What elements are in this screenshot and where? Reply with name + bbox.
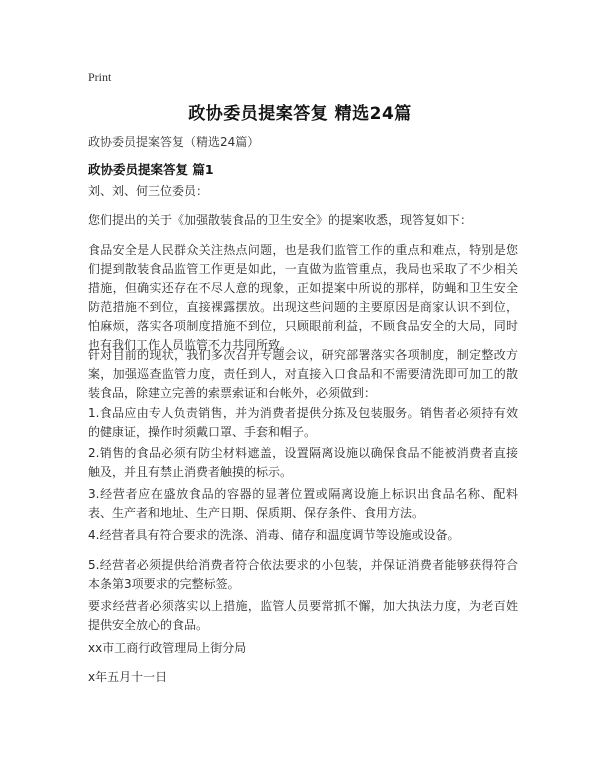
print-label: Print (88, 70, 112, 84)
document-subtitle: 政协委员提案答复（精选24篇） (88, 135, 260, 149)
list-item-4: 4.经营者具有符合要求的洗涤、消毒、储存和温度调节等设施或设备。 (88, 528, 460, 542)
list-item-2: 2.销售的食品必须有防尘材料遮盖，设置隔离设施以确保食品不能被消费者直接触及，并且有禁止消费者触摸的标示。 (88, 446, 518, 479)
paragraph-measures: 针对目前的现状，我们多次召开专题会议，研究部署落实各项制度，制定整改方案，加强巡查监管力度，责任到人，对直接入口食品和不需要清洗即可加工的散装食品，除建立完善的索票索证和台帐外，必须做到： (88, 348, 518, 400)
list-item-3: 3.经营者应在盛放食品的容器的显著位置或隔离设施上标识出食品名称、配料表、生产者和地址、生产日期、保质期、保存条件、食用方法。 (88, 487, 518, 520)
document-date: x年五月十一日 (88, 670, 168, 684)
section-heading: 政协委员提案答复 篇1 (88, 162, 214, 177)
paragraph-background: 食品安全是人民群众关注热点问题，也是我们监管工作的重点和难点，特别是您们提到散装食品监管工作更是如此，一直做为监管重点，我局也采取了不少相关措施，但确实还存在不尽人意的现象，正如提案中所说的那样，防蝇和卫生安全防范措施不到位，直接裸露摆放。出现这些问题的主要原因是商家认识不到位，怕麻烦，落实各项制度措施不到位，只顾眼前利益，不顾食品安全的大局，同时也有我们工作人员监管不力共同所致。 (88, 243, 518, 352)
signature: xx市工商行政管理局上街分局 (88, 641, 247, 655)
document-title: 政协委员提案答复 精选24篇 (188, 104, 412, 124)
list-item-1: 1.食品应由专人负责销售，并为消费者提供分拣及包装服务。销售者必须持有效的健康证，操作时须戴口罩、手套和帽子。 (88, 406, 518, 439)
salutation: 刘、刘、何三位委员： (88, 184, 209, 198)
paragraph-closing: 要求经营者必须落实以上措施，监管人员要常抓不懈，加大执法力度，为老百姓提供安全放心的食品。 (88, 599, 518, 632)
list-item-5: 5.经营者必须提供给消费者符合依法要求的小包装，并保证消费者能够获得符合本条第3项要求的完整标签。 (88, 558, 518, 591)
paragraph-intro: 您们提出的关于《加强散装食品的卫生安全》的提案收悉，现答复如下： (88, 213, 473, 227)
